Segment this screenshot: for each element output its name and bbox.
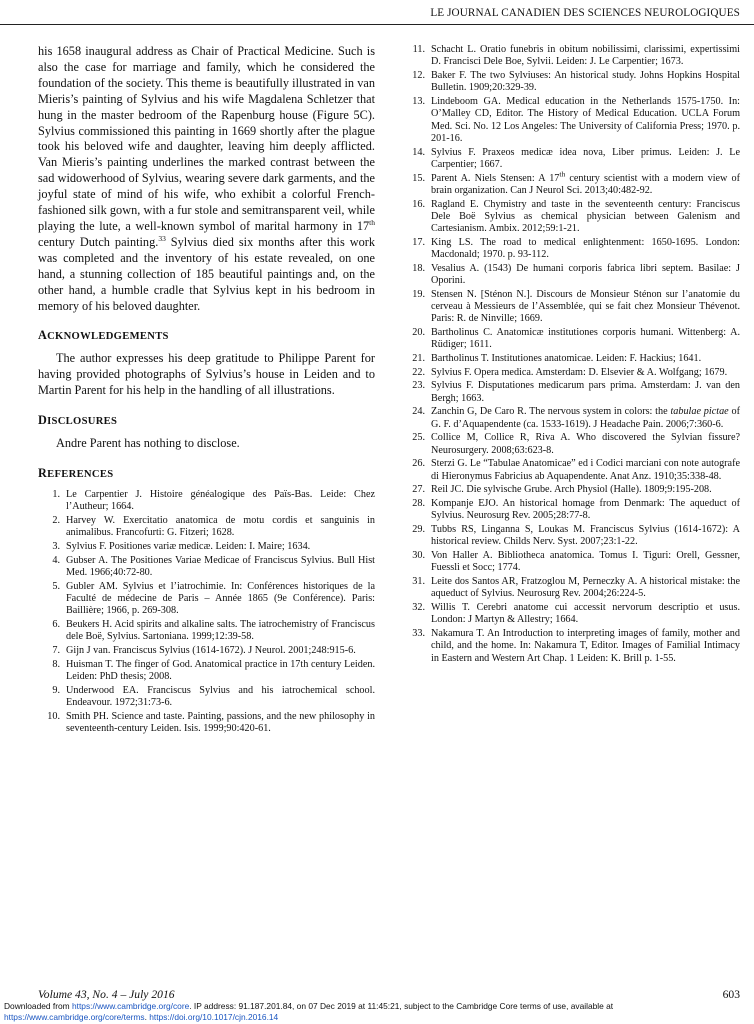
footer-volume: Volume 43, No. 4 – July 2016 bbox=[38, 988, 175, 1001]
reference-item: 19. Stensen N. [Sténon N.]. Discours de Monsieur Sténon sur l’anatomie du cerveau à Messieurs de l’Assemblée, qui se fait chez Monsieur Thévenot. Paris: R. de Ninville; 1669. bbox=[412, 288, 740, 325]
header-rule bbox=[0, 24, 754, 25]
reference-item: 6. Beukers H. Acid spirits and alkaline salts. The iatrochemistry of Franciscus dele Boë, Sylvius. Sartoniana. 1999;12:39-58. bbox=[52, 618, 375, 643]
references-heading: REFERENCES bbox=[38, 466, 114, 481]
reference-item: 27. Reil JC. Die sylvische Grube. Arch Physiol (Halle). 1809;9:195-208. bbox=[412, 484, 712, 496]
reference-item: 17. King LS. The road to medical enlightenment: 1650-1695. London: Macdonald; 1970. p. 93-112. bbox=[412, 236, 740, 261]
reference-item: 15. Parent A. Niels Stensen: A 17th century scientist with a modern view of brain organization. Can J Neurol Sci. 2013;40:482-92. bbox=[412, 169, 741, 196]
reference-item: 16. Ragland E. Chymistry and taste in the seventeenth century: Franciscus Dele Boë Sylvius as chemical physician between Galenism and Cartesianism. Ambix. 2012;59:1-21. bbox=[412, 198, 740, 235]
reference-item: 24. Zanchin G, De Caro R. The nervous system in colors: the tabulae pictae of G. F. d’Aquapendente (ca. 1533-1619). J Headache Pain. 2006;7:360-6. bbox=[412, 406, 740, 430]
terms-link[interactable]: https://www.cambridge.org/core/terms bbox=[4, 1011, 145, 1022]
reference-item: 9. Underwood EA. Franciscus Sylvius and his iatrochemical school. Endeavour. 1972;31:73-6. bbox=[52, 684, 375, 708]
right-column bbox=[403, 44, 740, 666]
acknowledgements-text: The author expresses his deep gratitude to Philippe Parent for having provided photographs of Sylvius’s house in Leiden and to Martin Parent for his help in the handling of all illustrations. bbox=[38, 351, 375, 398]
reference-item: 33. Nakamura T. An Introduction to interpreting images of family, mother and child, and the home. In: Nakamura T, Editor. Images of Familial Intimacy in Eastern and Western Art Chap. 1 Leiden: K. Brill p. 1-55. bbox=[412, 627, 740, 664]
body-paragraph: his 1658 inaugural address as Chair of Practical Medicine. Such is also the case for marriage and family, which he considered the foundation of the society. This theme is beautifully illustrated in van Mieris’s painting of Sylvius and his wife Magdalena Schletzer that hung in the master bedroom of the Rapenburg house (Figure 5C). Sylvius commissioned this painting in 1669 shortly after the plague took his beloved wife and daughter, leaving him deeply afflicted. Van Mieris’s painting underlines the marked contrast between the sad widowerhood of Sylvius, wearing severe dark garments, and the joyful state of mind of his wife, who exhibit a colorful French-fashioned silk gown, with a fur stole and semitransparent veil, while playing the lute, a well-known symbol of marital harmony in 17th century Dutch painting.$^{33}$ Sylvius died six months after this work was completed and the inventory of his estate revealed, on one hand, a stunning collection of 185 beautiful paintings and, on the other hand, a humble cradle that Sylvius kept in his bedroom in memory of his beloved daughter. bbox=[38, 44, 376, 313]
reference-item: 25. Collice M, Collice R, Riva A. Who discovered the Sylvian fissure? Neurosurgery. 2008;63:623-8. bbox=[412, 432, 740, 456]
reference-item: 5. Gubler AM. Sylvius et l’iatrochimie. In: Conférences historiques de la Faculté de médecine de Paris – Année 1865 (9e Conférence). Paris: Baillière; 1966, p. 269-308. bbox=[52, 580, 375, 617]
reference-list-left bbox=[38, 489, 375, 735]
reference-item: 3. Sylvius F. Positiones variæ medicæ. Leiden: I. Maire; 1634. bbox=[52, 541, 311, 552]
reference-item: 20. Bartholinus C. Anatomicæ institutiones corporis humani. Wittenberg: A. Rüdiger; 1611. bbox=[412, 327, 740, 351]
reference-item: 1. Le Carpentier J. Histoire généalogique des Païs-Bas. Leide: Chez l’Autheur; 1664. bbox=[52, 489, 375, 513]
reference-item: 30. Von Haller A. Bibliotheca anatomica. Tomus I. Tiguri: Orell, Gessner, Fuessli et Socc; 1774. bbox=[412, 550, 740, 574]
reference-item: 11. Schacht L. Oratio funebris in obitum nobilissimi, clarissimi, expertissimi D. Francisci Dele Boe, Sylvii. Leiden: J. Le Carpentier; 1673. bbox=[412, 44, 740, 68]
reference-item: 13. Lindeboom GA. Medical education in the Netherlands 1575-1750. In: O’Malley CD, Editor. The History of Medical Education. UCLA Forum Med. Sci. No. 12 Los Angeles: The University of California Press; 1970. p. 201-16. bbox=[412, 95, 740, 144]
reference-item: 22. Sylvius F. Opera medica. Amsterdam: D. Elsevier & A. Wolfgang; 1679. bbox=[412, 366, 728, 378]
citation-33[interactable]: 33 bbox=[158, 233, 166, 243]
page-number: 603 bbox=[722, 988, 740, 1001]
reference-item: 2. Harvey W. Exercitatio anatomica de motu cordis et sanguinis in animalibus. Francofurti: G. Fitzeri; 1628. bbox=[52, 515, 375, 539]
disclosures-text: Andre Parent has nothing to disclose. bbox=[56, 436, 240, 451]
reference-item: 10. Smith PH. Science and taste. Painting, passions, and the new philosophy in seventeenth-century Leiden. Isis. 1999;90:420-61. bbox=[47, 710, 375, 734]
cambridge-core-link[interactable]: https://www.cambridge.org/core bbox=[71, 1001, 190, 1011]
reference-item: 14. Sylvius F. Praxeos medicæ idea nova, Liber primus. Leiden: J. Le Carpentier; 1667. bbox=[412, 146, 740, 170]
reference-item: 23. Sylvius F. Disputationes medicarum pars prima. Amsterdam: J. van den Bergh; 1663. bbox=[412, 380, 740, 404]
reference-item: 7. Gijn J van. Franciscus Sylvius (1614-1672). J Neurol. 2001;248:915-6. bbox=[52, 644, 356, 656]
left-column bbox=[38, 44, 375, 737]
download-notice: Downloaded from https://www.cambridge.org/core. IP address: 91.187.201.84, on 07 Dec 2019 at 11:45:21, subject to the Cambridge Core terms of use, available at https://www.cambridge.org/core/terms. https://doi.org/10.1017/cjn.2016.14 bbox=[4, 1001, 614, 1022]
reference-item: 18. Vesalius A. (1543) De humani corporis fabrica libri septem. Basilae: J Oporini. bbox=[412, 262, 740, 287]
reference-item: 12. Baker F. The two Sylviuses: An historical study. Johns Hopkins Hospital Bulletin. 1909;20:329-39. bbox=[412, 69, 740, 94]
reference-item: 29. Tubbs RS, Linganna S, Loukas M. Franciscus Sylvius (1614-1672): A historical review. Childs Nerv. Syst. 2007;23:1-22. bbox=[412, 524, 740, 548]
reference-item: 8. Huisman T. The finger of God. Anatomical practice in 17th century Leiden. Leiden: PhD thesis; 2008. bbox=[52, 658, 375, 682]
reference-item: 4. Gubser A. The Positiones Variae Medicae of Franciscus Sylvius. Bull Hist Med. 1966;40:72-80. bbox=[52, 554, 375, 578]
acknowledgements-heading: ACKNOWLEDGEMENTS bbox=[38, 328, 169, 343]
reference-item: 31. Leite dos Santos AR, Fratzoglou M, Perneczky A. A historical mistake: the aqueduct of Sylvius. Neurosurg Rev. 2004;26:224-5. bbox=[412, 575, 740, 600]
reference-item: 21. Bartholinus T. Institutiones anatomicae. Leiden: F. Hackius; 1641. bbox=[412, 353, 702, 365]
disclosures-heading: DISCLOSURES bbox=[38, 413, 118, 428]
doi-link[interactable]: https://doi.org/10.1017/cjn.2016.14 bbox=[149, 1011, 279, 1022]
reference-list-right bbox=[403, 44, 740, 665]
reference-item: 32. Willis T. Cerebri anatome cui accessit nervorum descriptio et usus. London: J Martyn & Allestry; 1664. bbox=[412, 601, 740, 626]
reference-item: 26. Sterzi G. Le “Tabulae Anatomicae” ed i Codici marciani con note autografe di Hieronymus Fabricius ab Aquapendente. Anat Anz. 1910;35:338-48. bbox=[412, 458, 740, 482]
running-header: LE JOURNAL CANADIEN DES SCIENCES NEUROLOGIQUES bbox=[430, 7, 740, 19]
reference-item: 28. Kompanje EJO. An historical homage from Denmark: The aqueduct of Sylvius. Neurosurg Rev. 2005;28:77-8. bbox=[412, 498, 740, 522]
